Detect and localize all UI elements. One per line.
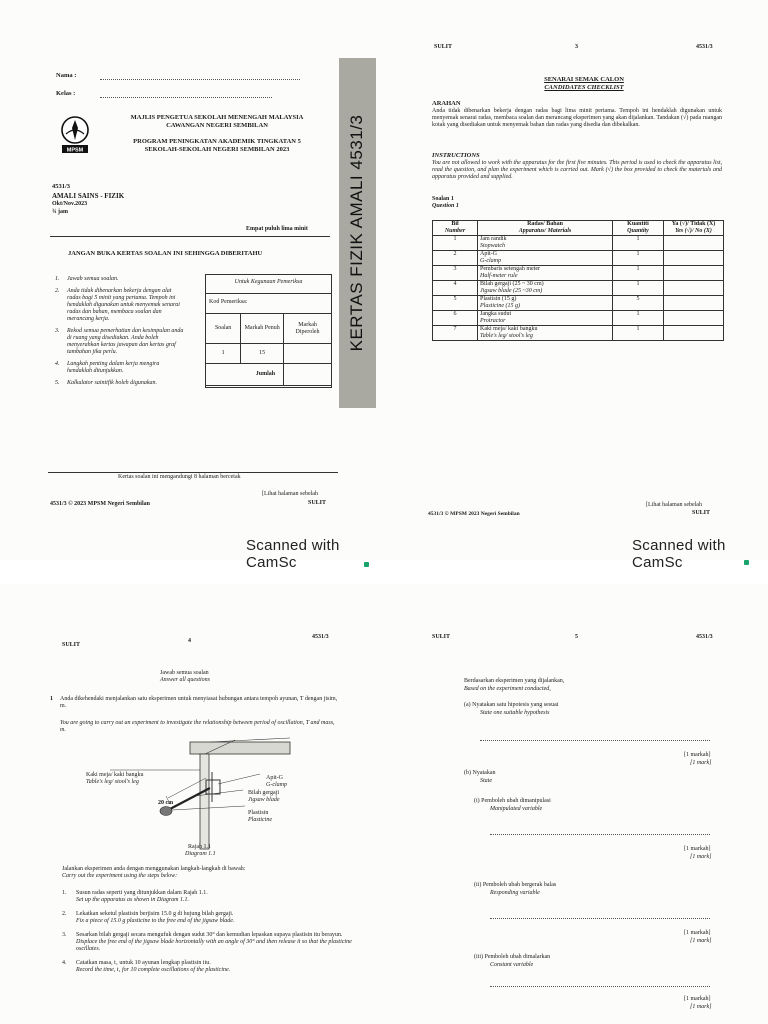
header-sulit: SULIT	[434, 44, 453, 50]
checklist-title-en: CANDIDATES CHECKLIST	[544, 84, 624, 91]
row-markah-penuh: 15	[241, 344, 284, 364]
steps-intro-ms: Jalankan eksperimen anda dengan menggunakan langkah-langkah di bawah:	[62, 866, 246, 872]
cell-check[interactable]	[664, 251, 724, 266]
table-row	[433, 311, 724, 326]
part-b-en: State	[480, 778, 492, 784]
cell-bil: 7	[433, 326, 478, 341]
part-bi-en: Manipulated variable	[490, 806, 543, 812]
table-row	[433, 296, 724, 311]
cell-check[interactable]	[664, 311, 724, 326]
col-markah-penuh: Markah Penuh	[241, 314, 284, 344]
answer-line-constant[interactable]	[490, 986, 710, 987]
mark-en: [1 mark]	[690, 1004, 712, 1010]
diagram-caption-en: Diagram 1.1	[185, 851, 216, 857]
step-item: 4. Catatkan masa, t₁ untuk 10 ayunan lengkap plastisin itu. Record the time, t₁ for 10 complete oscillations of the plasticine.	[62, 960, 231, 973]
cell-quantity: 1	[613, 311, 664, 326]
soalan-label: Soalan 1	[432, 196, 454, 202]
header-page-number: 3	[575, 44, 578, 50]
cell-apparatus: Kaki meja/ kaki bangku Table's leg/ stool's leg	[478, 326, 613, 341]
cell-bil: 4	[433, 281, 478, 296]
cell-check[interactable]	[664, 266, 724, 281]
instruction-list	[55, 276, 185, 392]
cell-apparatus: Jam randik Stopwatch	[478, 236, 613, 251]
footer-sulit: SULIT	[308, 500, 327, 506]
mark-ms: [1 markah]	[684, 930, 711, 936]
th-ya-tidak: Ya (√)/ Tidak (X) Yes (√)/ No (X)	[664, 221, 724, 236]
mark-ms: [1 markah]	[684, 846, 711, 852]
part-bii-en: Responding variable	[490, 890, 540, 896]
col-markah-diperoleh: Markah Diperoleh	[284, 314, 332, 344]
cell-bil: 6	[433, 311, 478, 326]
answer-line-responding[interactable]	[490, 918, 710, 919]
footer-divider	[48, 472, 338, 473]
cell-bil: 2	[433, 251, 478, 266]
footer-sulit: SULIT	[692, 510, 711, 516]
kelas-field[interactable]	[100, 97, 272, 98]
jumlah-value[interactable]	[284, 364, 332, 386]
checklist-title-ms: SENARAI SEMAK CALON	[544, 76, 624, 83]
part-bi-ms: (i) Pemboleh ubah dimanipulasi	[474, 798, 551, 804]
kod-pemeriksa-label: Kod Pemeriksa:	[209, 299, 248, 305]
label-gclamp-en: G-clamp	[266, 782, 287, 788]
label-blade-ms: Bilah gergaji	[248, 790, 280, 796]
instruction-item: 5. Kalkulator saintifik boleh digunakan.	[55, 380, 157, 386]
cell-bil: 5	[433, 296, 478, 311]
header-page-number: 4	[188, 638, 191, 644]
part-a-en: State one suitable hypothesis	[480, 710, 550, 716]
warning-text: JANGAN BUKA KERTAS SOALAN INI SEHINGGA DIBERITAHU	[68, 250, 263, 257]
steps-list	[62, 890, 352, 981]
cell-apparatus: Jangka sudut Protractor	[478, 311, 613, 326]
based-on-en: Based on the experiment conducted,	[464, 686, 551, 692]
arahan-heading: ARAHAN	[432, 100, 461, 107]
cell-quantity: 1	[613, 251, 664, 266]
part-a-ms: (a) Nyatakan satu hipotesis yang sesuai	[464, 702, 559, 708]
logo-text: MPSM	[66, 147, 84, 154]
duration-words: Empat puluh lima minit	[246, 226, 308, 232]
steps-intro-en: Carry out the experiment using the steps below:	[62, 873, 178, 879]
prog-line1: PROGRAM PENINGKATAN AKADEMIK TINGKATAN 5	[133, 138, 301, 145]
cell-quantity: 1	[613, 266, 664, 281]
examiner-title: Untuk Kegunaan Pemeriksa	[234, 279, 303, 285]
spine-text: KERTAS FIZIK AMALI 4531/3	[347, 114, 366, 352]
label-blade-en: Jigsaw blade	[248, 797, 280, 803]
nama-field[interactable]	[100, 79, 300, 80]
question-intro-en: You are going to carry out an experiment to investigate the relationship between period of oscillation, T and mass, m.	[60, 720, 335, 733]
header-sulit: SULIT	[62, 642, 81, 648]
step-item: 3. Sesarkan bilah gergaji secara mengufuk dengan sudut 30° dan kemudian lepaskan supaya plastisin itu berayun. Displace the free end of the jigsaw blade horizontally with an angle of 30° and then release it so that the plasticine oscillates.	[62, 932, 352, 952]
instruction-item: 3. Rekod semua pemerhatian dan kesimpulan anda di ruang yang disediakan. Anda boleh menyerahkan kertas jawapan dan kertas graf tambahan jika perlu.	[55, 328, 184, 355]
cell-apparatus: Plastisin (15 g) Plasticine (15 g)	[478, 296, 613, 311]
mark-ms: [1 markah]	[684, 996, 711, 1002]
table-row	[433, 236, 724, 251]
spine-band	[339, 58, 376, 408]
cell-bil: 3	[433, 266, 478, 281]
answer-all-en: Answer all questions	[160, 677, 211, 683]
org-line2: CAWANGAN NEGERI SEMBILAN	[166, 122, 268, 129]
scan-watermark: Scanned with CamSc	[632, 537, 726, 571]
scan-watermark: Scanned with CamSc	[246, 537, 340, 571]
header-code: 4531/3	[312, 634, 329, 640]
examiner-box	[205, 274, 332, 388]
camscanner-icon	[364, 562, 369, 567]
camscanner-icon	[744, 560, 749, 565]
instructions-text: You are not allowed to work with the apparatus for the first five minutes. This period is used to check the apparatus list, read the question, and plan the experiment which is carried out. Mark (√) the box provided to check the materials and apparatus provided and supplied.	[432, 160, 722, 180]
apparatus-table	[432, 220, 724, 341]
question-page-4	[0, 584, 384, 1024]
subject-title: AMALI SAINS - FIZIK	[52, 192, 125, 200]
answer-line-hypothesis[interactable]	[480, 740, 710, 741]
label-plasticine-ms: Plastisin	[248, 810, 269, 816]
header-page-number: 5	[575, 634, 578, 640]
answer-line-manipulated[interactable]	[490, 834, 710, 835]
part-biii-en: Constant variable	[490, 962, 534, 968]
cell-apparatus: Bilah gergaji (25 ~ 30 cm) Jigsaw blade (25 ~30 cm)	[478, 281, 613, 296]
footer-next: [Lihat halaman sebelah	[646, 502, 702, 508]
checklist-page	[384, 0, 768, 571]
question-intro-ms: Anda dikehendaki menjalankan satu eksperimen untuk menyiasat hubungan antara tempoh ayunan, T dengan jisim, m.	[60, 696, 338, 709]
footer-pages: Kertas soalan ini mengandungi 8 halaman bercetak	[118, 474, 241, 480]
row-markah-diperoleh[interactable]	[284, 344, 332, 364]
table-row	[433, 266, 724, 281]
cell-check[interactable]	[664, 236, 724, 251]
table-row	[433, 326, 724, 341]
part-bii-ms: (ii) Pemboleh ubah bergerak balas	[474, 882, 557, 888]
label-length: 20 cm	[158, 800, 174, 806]
instruction-item: 2. Anda tidak dibenarkan bekerja dengan alat radas bagi 5 minit yang pertama. Tempoh ini hendaklah digunakan untuk menyemak senarai radas dan bahan, membaca soalan dan merancang kerja.	[55, 288, 180, 322]
row-soalan: 1	[206, 344, 241, 364]
instruction-item: 1. Jawab semua soalan.	[55, 276, 119, 282]
based-on-ms: Berdasarkan eksperimen yang dijalankan,	[464, 678, 565, 684]
diagram-caption-ms: Rajah 1.1	[188, 844, 211, 850]
kelas-label: Kelas :	[56, 90, 76, 97]
mark-ms: [1 markah]	[684, 752, 711, 758]
prog-line2: SEKOLAH-SEKOLAH NEGERI SEMBILAN 2023	[144, 146, 290, 153]
cell-apparatus: Pembaris setengah meter Half-meter rule	[478, 266, 613, 281]
arahan-text: Anda tidak dibenarkan bekerja dengan radas bagi lima minit pertama. Tempoh ini hendaklah digunakan untuk menyemak senarai radas, membaca soalan dan merancang eksperimen yang akan dijalankan. Tandakan (√) pada ruangan kotak yang disediakan untuk menyemak bahan dan radas yang disedia dan dibekalkan.	[432, 108, 722, 128]
cell-quantity: 1	[613, 326, 664, 341]
mark-en: [1 mark]	[690, 854, 712, 860]
question-label: Question 1	[432, 203, 459, 209]
part-b-ms: (b) Nyatakan	[464, 770, 496, 776]
th-kuantiti: Kuantiti Quantity	[613, 221, 664, 236]
th-bil: Bil Number	[433, 221, 478, 236]
header-code: 4531/3	[696, 44, 713, 50]
cell-check[interactable]	[664, 326, 724, 341]
cell-bil: 1	[433, 236, 478, 251]
cell-quantity: 1	[613, 236, 664, 251]
part-biii-ms: (iii) Pemboleh ubah dimalarkan	[474, 954, 551, 960]
instructions-heading: INSTRUCTIONS	[432, 152, 480, 159]
cell-quantity: 5	[613, 296, 664, 311]
duration: ¾ jam	[52, 209, 68, 215]
exam-date: Okt/Nov.2023	[52, 201, 88, 207]
header-code: 4531/3	[696, 634, 713, 640]
footer-copyright: 4531/3 © 2023 MPSM Negeri Sembilan	[50, 501, 150, 507]
th-radas: Radas/ Bahan Apparatus/ Materials	[478, 221, 613, 236]
org-line1: MAJLIS PENGETUA SEKOLAH MENENGAH MALAYSIA	[130, 114, 304, 121]
cell-quantity: 1	[613, 281, 664, 296]
footer-next: [Lihat halaman sebelah	[262, 491, 318, 497]
mark-en: [1 mark]	[690, 760, 712, 766]
footer-copyright: 4531/3 © MPSM 2023 Negeri Sembilan	[428, 511, 520, 517]
paper-code: 4531/3	[52, 183, 71, 190]
table-row	[433, 251, 724, 266]
cell-check[interactable]	[664, 281, 724, 296]
cover-page	[0, 0, 384, 571]
question-page-5	[384, 584, 768, 1024]
table-row	[433, 281, 724, 296]
divider	[50, 236, 330, 237]
jumlah-label: Jumlah	[206, 364, 284, 386]
label-table-leg-ms: Kaki meja/ kaki bangku	[86, 772, 144, 778]
col-soalan: Soalan	[206, 314, 241, 344]
label-table-leg-en: Table's leg/ stool's leg	[86, 779, 139, 785]
step-item: 2. Lekatkan seketul plastisin berjisim 15.0 g di hujung bilah gergaji. Fix a piece of 15.0 g plasticine to the free end of the jigsaw blade.	[62, 911, 235, 924]
step-item: 1. Susun radas seperti yang ditunjukkan dalam Rajah 1.1. Set up the apparatus as shown in Diagram 1.1.	[62, 890, 208, 903]
cell-check[interactable]	[664, 296, 724, 311]
mark-en: [1 mark]	[690, 938, 712, 944]
label-gclamp-ms: Apit-G	[266, 775, 283, 781]
label-plasticine-en: Plasticine	[248, 817, 272, 823]
header-sulit: SULIT	[432, 634, 451, 640]
question-number: 1	[50, 696, 53, 702]
nama-label: Nama :	[56, 72, 77, 79]
cell-apparatus: Apit-G G-clamp	[478, 251, 613, 266]
instruction-item: 4. Langkah penting dalam kerja mengira hendaklah ditunjukkan.	[55, 361, 160, 374]
mpsm-logo	[60, 114, 90, 158]
answer-all-ms: Jawab semua soalan	[160, 670, 209, 676]
